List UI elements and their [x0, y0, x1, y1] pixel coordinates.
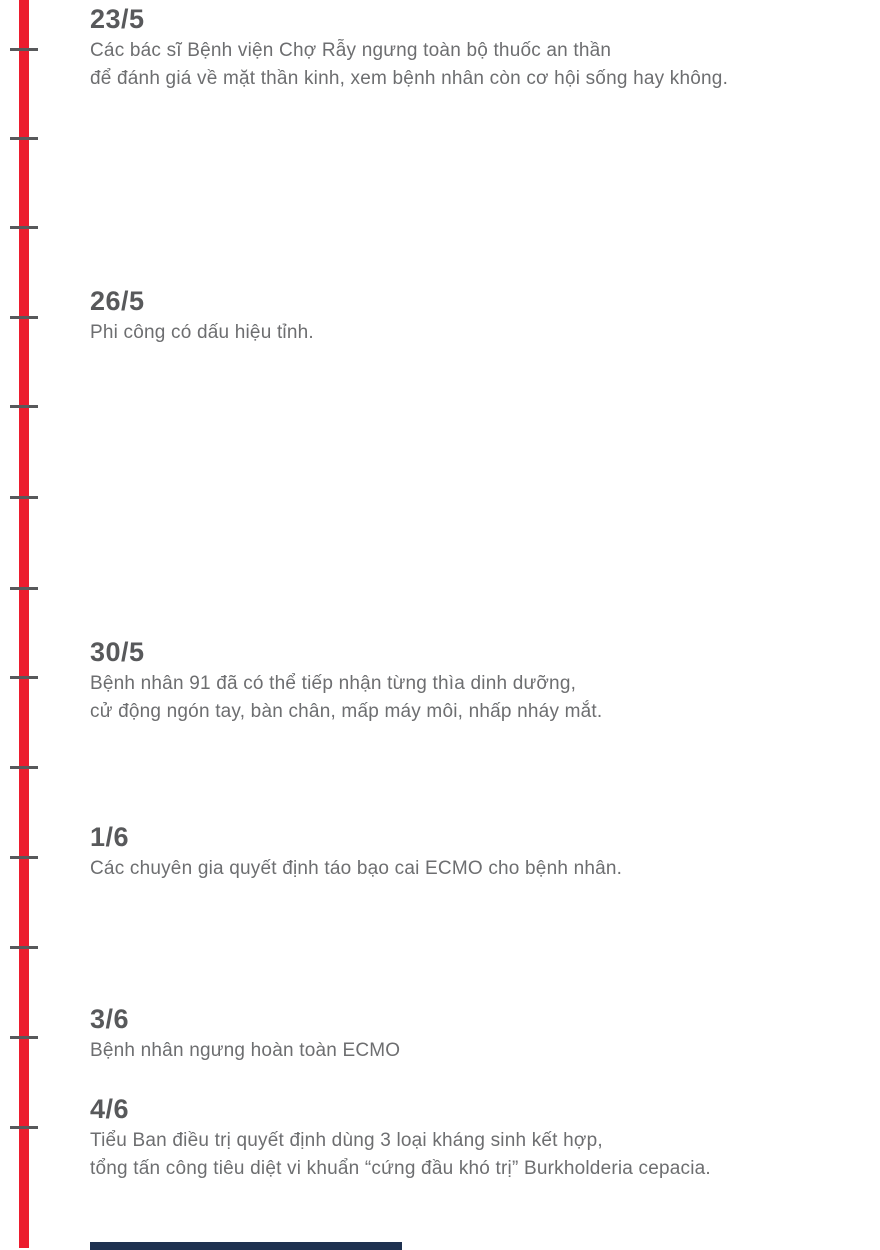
entry-date: 26/5 [90, 286, 145, 316]
timeline-entry [90, 4, 840, 93]
timeline-tick [10, 226, 38, 229]
timeline-tick [10, 405, 38, 408]
timeline-entry [90, 637, 840, 726]
entry-text-line: Bệnh nhân ngưng hoàn toàn ECMO [90, 1040, 401, 1061]
entry-text-line: tổng tấn công tiêu diệt vi khuẩn “cứng đầu khó trị” Burkholderia cepacia. [90, 1158, 711, 1179]
timeline-rail [19, 0, 29, 1248]
entry-date: 3/6 [90, 1004, 130, 1034]
entry-text-line: Tiểu Ban điều trị quyết định dùng 3 loại kháng sinh kết hợp, [90, 1130, 603, 1151]
entry-date: 30/5 [90, 637, 145, 667]
entry-date: 1/6 [90, 822, 130, 852]
bottom-cropped-navy-bar [90, 1242, 402, 1250]
entry-text-line: Bệnh nhân 91 đã có thể tiếp nhận từng thìa dinh dưỡng, [90, 673, 577, 694]
timeline-tick [10, 1126, 38, 1129]
timeline-tick [10, 48, 38, 51]
timeline-tick [10, 137, 38, 140]
timeline-tick [10, 946, 38, 949]
timeline-tick [10, 316, 38, 319]
timeline-entry [90, 1004, 840, 1065]
timeline-tick [10, 856, 38, 859]
timeline-tick [10, 496, 38, 499]
entry-text-line: Các chuyên gia quyết định táo bạo cai ECMO cho bệnh nhân. [90, 858, 623, 879]
timeline-entry [90, 1094, 840, 1183]
timeline-tick [10, 587, 38, 590]
entry-text-line: Phi công có dấu hiệu tỉnh. [90, 322, 314, 343]
timeline-entry [90, 286, 840, 347]
entry-text-line: để đánh giá về mặt thần kinh, xem bệnh nhân còn cơ hội sống hay không. [90, 68, 729, 89]
timeline-tick [10, 766, 38, 769]
entry-date: 23/5 [90, 4, 145, 34]
entry-date: 4/6 [90, 1094, 130, 1124]
entry-text-line: cử động ngón tay, bàn chân, mấp máy môi, nhấp nháy mắt. [90, 701, 603, 722]
entry-text-line: Các bác sĩ Bệnh viện Chợ Rẫy ngưng toàn bộ thuốc an thần [90, 40, 612, 61]
timeline-entry [90, 822, 840, 883]
timeline-tick [10, 676, 38, 679]
timeline-tick [10, 1036, 38, 1039]
